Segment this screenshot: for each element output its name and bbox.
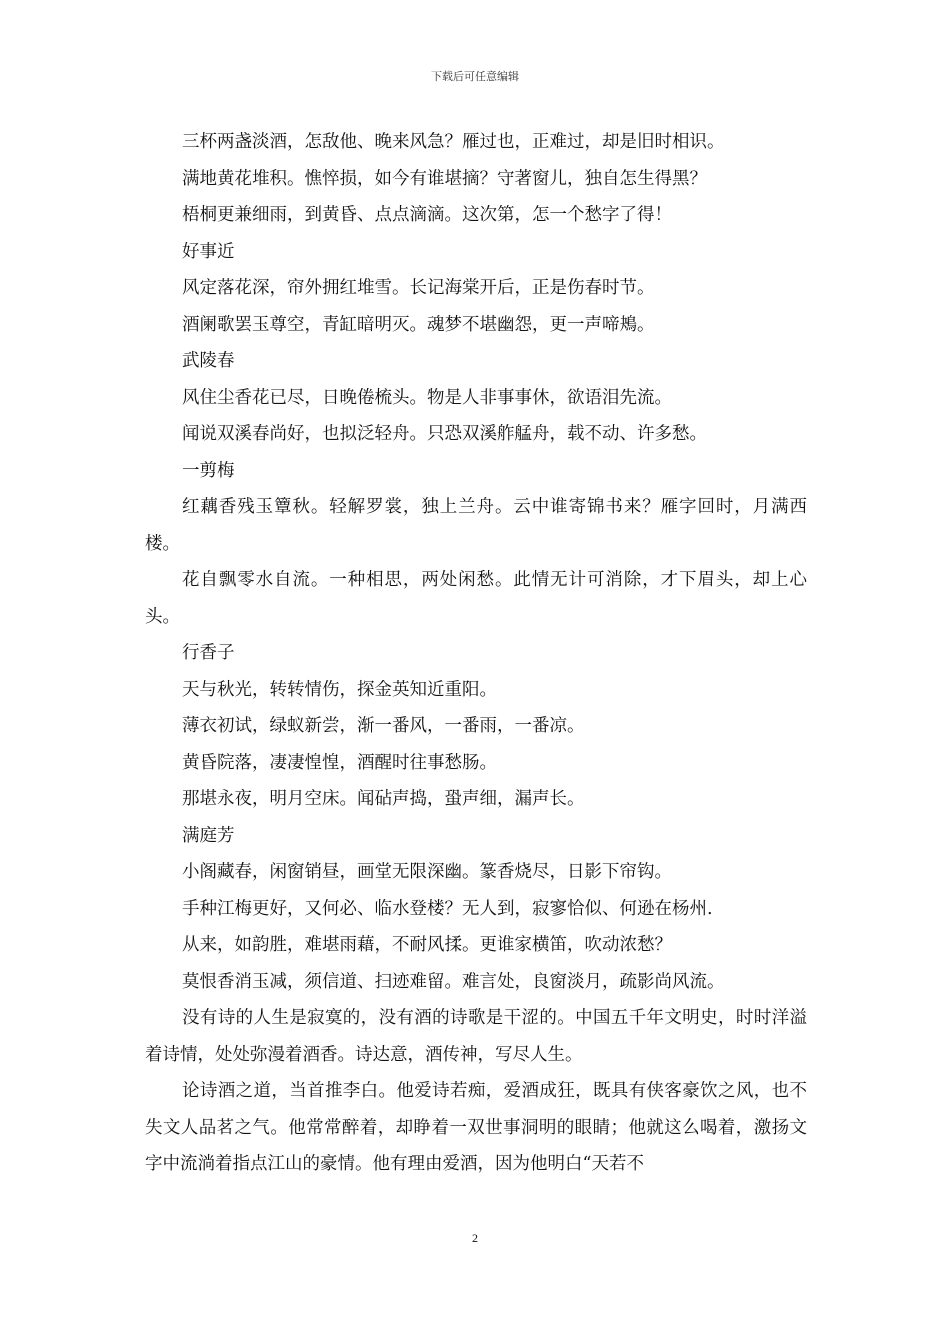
poem-title: 一剪梅: [182, 460, 235, 481]
paragraph: 三杯两盏淡酒，怎敌他、晚来风急？雁过也，正难过，却是旧时相识。: [182, 132, 725, 152]
paragraph: 薄衣初试，绿蚁新尝，渐一番风，一番雨，一番凉。: [182, 716, 585, 736]
paragraph: 风住尘香花已尽，日晚倦梳头。物是人非事事休，欲语泪先流。: [182, 387, 672, 408]
poem-title: 武陵春: [182, 351, 235, 371]
document-body: [145, 124, 807, 1183]
page-number: 2: [472, 1231, 478, 1245]
paragraph: 那堪永夜，明月空床。闻砧声捣，蛩声细，漏声长。: [182, 789, 585, 809]
poem-title: 行香子: [182, 643, 235, 663]
paragraph: 满地黄花堆积。憔悴损，如今有谁堪摘？守著窗儿，独自怎生得黑？: [182, 168, 707, 189]
paragraph: 红藕香残玉簟秋。轻解罗裳，独上兰舟。云中谁寄锦书来？雁字回时，月满西楼。: [145, 497, 807, 554]
paragraph: 风定落花深，帘外拥红堆雪。长记海棠开后，正是伤春时节。: [182, 278, 655, 298]
paragraph: 花自飘零水自流。一种相思，两处闲愁。此情无计可消除，才下眉头，却上心头。: [145, 570, 807, 627]
page-header: 下载后可任意编辑: [431, 70, 519, 83]
paragraph: 从来，如韵胜，难堪雨藉，不耐风揉。更谁家横笛，吹动浓愁？: [182, 935, 672, 955]
paragraph: 天与秋光，转转情伤，探金英知近重阳。: [182, 679, 497, 700]
paragraph: 论诗酒之道，当首推李白。他爱诗若痴，爱酒成狂，既具有侠客豪饮之风，也不失文人品茗之气。他常常醉着，却睁着一双世事洞明的眼睛；他就这么喝着，激扬文字中流淌着指点江山的豪情。他有理由爱酒，因为他明白“天若不: [145, 1081, 807, 1174]
paragraph: 闻说双溪春尚好，也拟泛轻舟。只恐双溪舴艋舟，载不动、许多愁。: [182, 424, 707, 444]
poem-title: 好事近: [182, 241, 235, 262]
paragraph: 黄昏院落，凄凄惶惶，酒醒时往事愁肠。: [182, 752, 497, 773]
paragraph: 酒阑歌罢玉尊空，青缸暗明灭。魂梦不堪幽怨，更一声啼鴂。: [182, 314, 655, 335]
paragraph: 梧桐更兼细雨，到黄昏、点点滴滴。这次第，怎一个愁字了得！: [182, 205, 672, 225]
paragraph: 莫恨香消玉减，须信道、扫迹难留。难言处，良窗淡月，疏影尚风流。: [182, 971, 725, 992]
poem-title: 满庭芳: [182, 825, 235, 846]
paragraph: 没有诗的人生是寂寞的，没有酒的诗歌是干涩的。中国五千年文明史，时时洋溢着诗情，处处弥漫着酒香。诗达意，酒传神，写尽人生。: [145, 1008, 807, 1065]
paragraph: 小阁藏春，闲窗销昼，画堂无限深幽。篆香烧尽，日影下帘钩。: [182, 862, 672, 882]
paragraph: 手种江梅更好，又何必、临水登楼？无人到，寂寥恰似、何逊在杨州.: [182, 898, 713, 919]
